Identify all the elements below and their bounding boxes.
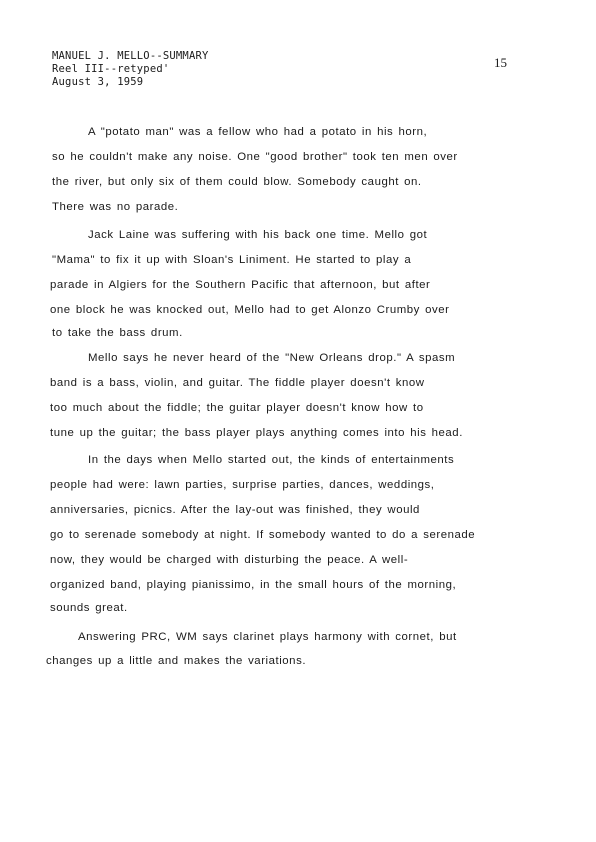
text-line: organized band, playing pianissimo, in the small hours of the morning,	[50, 579, 457, 591]
text-line: Jack Laine was suffering with his back one time. Mello got	[88, 229, 428, 241]
text-line: Answering PRC, WM says clarinet plays harmony with cornet, but	[78, 631, 457, 643]
page-number: 15	[494, 55, 507, 70]
text-line: There was no parade.	[52, 201, 179, 213]
header-title: MANUEL J. MELLO--SUMMARY	[52, 50, 209, 62]
header-date: August 3, 1959	[52, 76, 144, 88]
text-line: the river, but only six of them could blow. Somebody caught on.	[52, 176, 422, 188]
text-line: Mello says he never heard of the "New Orleans drop." A spasm	[88, 352, 456, 364]
text-line: too much about the fiddle; the guitar player doesn't know how to	[50, 402, 424, 414]
text-line: people had were: lawn parties, surprise parties, dances, weddings,	[50, 479, 435, 491]
text-line: so he couldn't make any noise. One "good brother" took ten men over	[52, 151, 458, 163]
text-line: In the days when Mello started out, the kinds of entertainments	[88, 454, 455, 466]
text-line: now, they would be charged with disturbing the peace. A well-	[50, 554, 409, 566]
text-line: go to serenade somebody at night. If somebody wanted to do a serenade	[50, 529, 476, 541]
text-line: tune up the guitar; the bass player plays anything comes into his head.	[50, 427, 463, 439]
text-line: A "potato man" was a fellow who had a potato in his horn,	[88, 126, 428, 138]
text-line: one block he was knocked out, Mello had to get Alonzo Crumby over	[50, 304, 450, 316]
text-line: sounds great.	[50, 602, 128, 614]
header-reel: Reel III--retyped'	[52, 63, 170, 75]
text-line: changes up a little and makes the variations.	[46, 655, 307, 667]
text-line: band is a bass, violin, and guitar. The fiddle player doesn't know	[50, 377, 425, 389]
text-line: to take the bass drum.	[52, 327, 183, 339]
text-line: parade in Algiers for the Southern Pacific that afternoon, but after	[50, 279, 431, 291]
text-line: "Mama" to fix it up with Sloan's Liniment. He started to play a	[52, 254, 412, 266]
text-line: anniversaries, picnics. After the lay-out was finished, they would	[50, 504, 420, 516]
